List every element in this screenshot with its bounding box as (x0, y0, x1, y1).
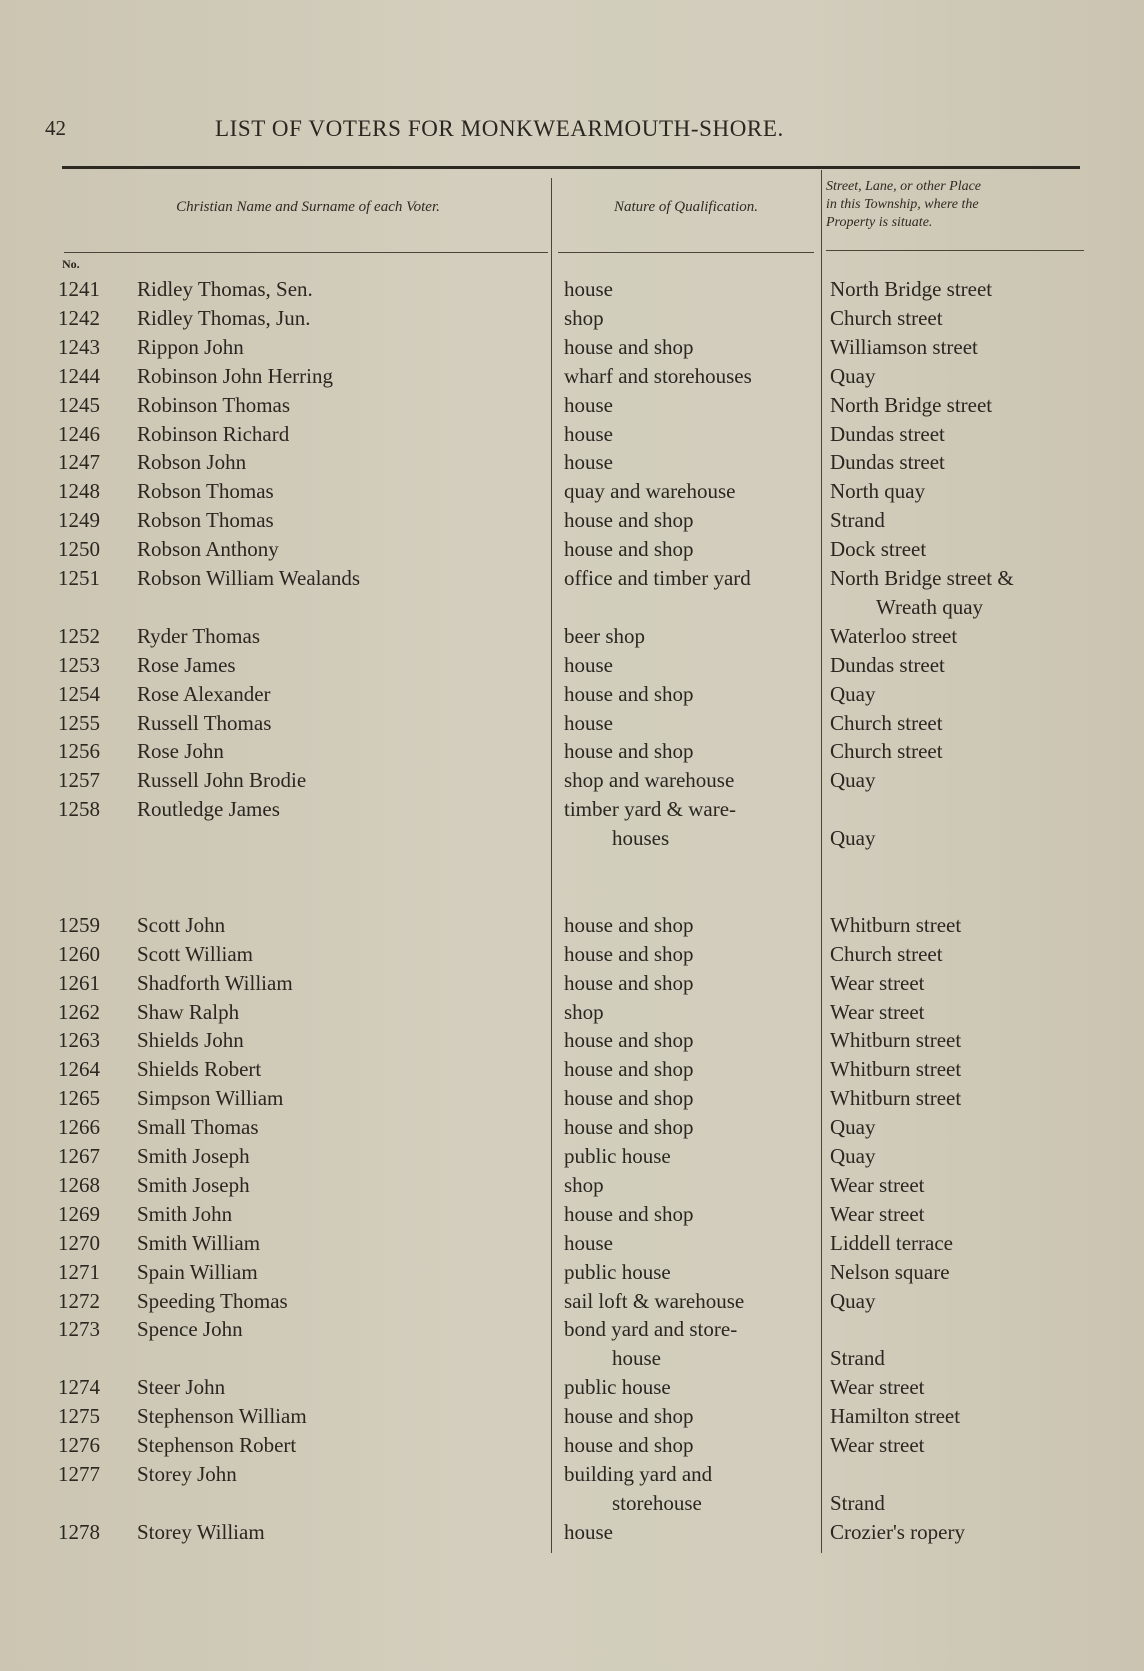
voter-place: North Bridge street & (830, 566, 1014, 590)
column-header-place-line: Street, Lane, or other Place (826, 179, 982, 194)
voter-number: 1275 (58, 1404, 100, 1429)
voter-qualification: bond yard and store- (564, 1317, 738, 1342)
voter-name: Smith John (137, 1201, 233, 1226)
voter-place: Nelson square (830, 1259, 950, 1284)
voter-name: Ridley Thomas, Sen. (137, 277, 313, 301)
voter-name: Robson William Wealands (137, 566, 361, 590)
voter-place: Dundas street (830, 652, 945, 677)
voter-number: 1254 (58, 681, 100, 706)
voter-number: 1252 (58, 623, 100, 648)
number-label: No. (62, 257, 80, 271)
voter-name: Shaw Ralph (137, 999, 240, 1024)
voter-place: Waterloo street (830, 623, 958, 648)
voter-qualification: house (564, 392, 613, 417)
voter-number: 1278 (58, 1519, 100, 1544)
voter-number: 1258 (58, 797, 100, 822)
voter-number: 1276 (58, 1433, 100, 1457)
voter-qualification: house and shop (564, 508, 694, 533)
voter-number: 1248 (58, 479, 100, 504)
voter-place: Wear street (830, 1375, 925, 1400)
voter-name: Robinson Thomas (137, 392, 291, 417)
voter-number: 1259 (58, 912, 100, 937)
voter-name: Russell John Brodie (137, 768, 307, 793)
voter-name: Shadforth William (137, 970, 293, 995)
voter-number: 1257 (58, 768, 100, 793)
voter-qualification: beer shop (564, 623, 646, 648)
voter-number: 1261 (58, 970, 100, 995)
voter-number: 1273 (58, 1317, 100, 1342)
voter-place: Whitburn street (830, 912, 962, 937)
voter-number: 1271 (58, 1259, 100, 1284)
voter-number: 1251 (58, 566, 100, 590)
voter-name: Robson John (137, 450, 247, 475)
voter-name: Rippon John (137, 334, 244, 359)
voter-name: Smith William (137, 1230, 261, 1255)
voter-name: Routledge James (137, 797, 280, 822)
voter-qualification: shop (564, 999, 604, 1024)
voter-place: Church street (830, 305, 943, 330)
column-header-name: Christian Name and Surname of each Voter. (176, 199, 440, 215)
voter-name: Robson Anthony (137, 537, 279, 562)
voter-name: Robinson John Herring (137, 363, 333, 388)
voter-number: 1267 (58, 1144, 100, 1168)
voter-name: Rose John (137, 739, 224, 764)
voter-number: 1268 (58, 1172, 100, 1197)
header-underline-qualification (558, 252, 814, 253)
voter-qualification: sail loft & warehouse (564, 1288, 745, 1313)
voter-name: Stephenson Robert (137, 1433, 297, 1457)
voter-name: Rose Alexander (137, 681, 271, 706)
voter-qualification: house (612, 1346, 661, 1371)
voter-number: 1256 (58, 739, 100, 764)
voter-place: Church street (830, 710, 943, 735)
voter-qualification: house (564, 450, 613, 475)
voter-number: 1264 (58, 1057, 100, 1082)
voter-name: Shields Robert (137, 1057, 262, 1082)
voter-qualification: timber yard & ware- (564, 797, 737, 822)
voter-name: Smith Joseph (137, 1172, 250, 1197)
column-header-place-line: in this Township, where the (826, 197, 979, 212)
voter-number: 1265 (58, 1086, 100, 1111)
voter-number: 1249 (58, 508, 100, 533)
voter-place: Wear street (830, 970, 925, 995)
voter-name: Spain William (137, 1259, 258, 1284)
voter-qualification: wharf and storehouses (564, 363, 752, 388)
voter-qualification: house and shop (564, 1086, 694, 1111)
voter-qualification: house and shop (564, 739, 694, 764)
voter-qualification: house and shop (564, 1201, 694, 1226)
voter-place: North Bridge street (830, 277, 993, 301)
voter-place: Dock street (830, 537, 927, 562)
voter-qualification: house and shop (564, 1433, 694, 1457)
voter-qualification: shop (564, 1172, 604, 1197)
voter-number: 1255 (58, 710, 100, 735)
voter-qualification: house (564, 652, 613, 677)
header-underline-place (826, 250, 1084, 251)
voter-place: Crozier's ropery (830, 1519, 965, 1544)
voter-place: Hamilton street (830, 1404, 961, 1429)
voter-place: Quay (830, 681, 876, 706)
voter-place: Liddell terrace (830, 1230, 954, 1255)
column-header-place (826, 178, 1086, 232)
voter-qualification: quay and warehouse (564, 479, 736, 504)
voter-qualification: building yard and (564, 1461, 713, 1486)
voter-qualification: house and shop (564, 1057, 694, 1082)
voter-number: 1253 (58, 652, 100, 677)
voter-name: Speeding Thomas (137, 1288, 288, 1313)
voter-place: North Bridge street (830, 392, 993, 417)
voter-qualification: house and shop (564, 970, 694, 995)
voter-qualification: house and shop (564, 912, 694, 937)
voter-qualification: shop (564, 305, 604, 330)
voter-place: Church street (830, 941, 943, 966)
voter-qualification: house and shop (564, 681, 694, 706)
voter-number: 1242 (58, 305, 100, 330)
voter-place: Dundas street (830, 421, 945, 446)
voter-qualification: house and shop (564, 537, 694, 562)
voter-number: 1241 (58, 277, 100, 301)
voter-place: Quay (830, 363, 876, 388)
voter-qualification: house (564, 421, 613, 446)
voter-number: 1250 (58, 537, 100, 562)
voter-number: 1246 (58, 421, 100, 446)
voter-name: Scott John (137, 912, 226, 937)
voter-place: Quay (830, 1288, 876, 1313)
voter-place: Strand (830, 1346, 885, 1371)
voter-name: Rose James (137, 652, 236, 677)
header-rule (62, 166, 1080, 169)
voter-name: Robson Thomas (137, 508, 274, 533)
voter-qualification: public house (564, 1375, 671, 1400)
voter-number: 1272 (58, 1288, 100, 1313)
voter-place: Quay (830, 826, 876, 851)
voter-number: 1270 (58, 1230, 100, 1255)
voter-number: 1260 (58, 941, 100, 966)
voter-place: Strand (830, 1490, 885, 1515)
header-underline-name (64, 252, 548, 253)
voter-qualification: public house (564, 1144, 671, 1168)
voter-name: Storey John (137, 1461, 237, 1486)
voter-number: 1247 (58, 450, 100, 475)
voter-name: Scott William (137, 941, 254, 966)
voter-qualification: office and timber yard (564, 566, 751, 590)
voter-qualification: house (564, 277, 613, 301)
column-divider-1 (551, 178, 552, 1553)
voter-name: Robinson Richard (137, 421, 290, 446)
voter-qualification: houses (612, 826, 670, 851)
voter-name: Ryder Thomas (137, 623, 261, 648)
voter-number: 1243 (58, 334, 100, 359)
voter-number: 1269 (58, 1201, 100, 1226)
voter-qualification: house and shop (564, 1028, 694, 1053)
voter-qualification: shop and warehouse (564, 768, 735, 793)
voter-name: Ridley Thomas, Jun. (137, 305, 311, 330)
voter-place: Wreath quay (876, 594, 984, 619)
voter-name: Small Thomas (137, 1115, 259, 1140)
voter-place: Wear street (830, 999, 925, 1024)
voter-place: North quay (830, 479, 926, 504)
voter-qualification: storehouse (612, 1490, 702, 1515)
voter-place: Whitburn street (830, 1086, 962, 1111)
voter-place: Dundas street (830, 450, 945, 475)
voter-place: Quay (830, 768, 876, 793)
voter-place: Church street (830, 739, 943, 764)
voter-place: Whitburn street (830, 1057, 962, 1082)
voter-qualification: public house (564, 1259, 671, 1284)
voter-name: Robson Thomas (137, 479, 274, 504)
voter-number: 1274 (58, 1375, 100, 1400)
voter-number: 1266 (58, 1115, 100, 1140)
voter-name: Stephenson William (137, 1404, 307, 1429)
page-title: LIST OF VOTERS FOR MONKWEARMOUTH-SHORE. (215, 116, 784, 141)
voter-number: 1263 (58, 1028, 100, 1053)
voter-number: 1277 (58, 1461, 100, 1486)
page-number: 42 (45, 116, 66, 140)
voter-number: 1244 (58, 363, 100, 388)
voter-place: Whitburn street (830, 1028, 962, 1053)
voter-name: Simpson William (137, 1086, 284, 1111)
voter-qualification: house (564, 710, 613, 735)
voter-qualification: house (564, 1230, 613, 1255)
voter-qualification: house and shop (564, 1115, 694, 1140)
voter-place: Strand (830, 508, 885, 533)
voter-name: Russell Thomas (137, 710, 272, 735)
voter-place: Quay (830, 1115, 876, 1140)
column-header-qualification: Nature of Qualification. (613, 199, 759, 215)
voter-name: Shields John (137, 1028, 244, 1053)
voter-place: Wear street (830, 1201, 925, 1226)
voter-qualification: house (564, 1519, 613, 1544)
voter-place: Williamson street (830, 334, 978, 359)
voter-place: Wear street (830, 1172, 925, 1197)
voter-name: Storey William (137, 1519, 265, 1544)
voter-name: Steer John (137, 1375, 226, 1400)
voter-number: 1262 (58, 999, 100, 1024)
column-divider-2 (821, 170, 822, 1553)
voter-qualification: house and shop (564, 334, 694, 359)
voter-qualification: house and shop (564, 941, 694, 966)
voter-name: Smith Joseph (137, 1144, 250, 1168)
column-header-place-line: Property is situate. (826, 215, 933, 230)
voter-place: Quay (830, 1144, 876, 1168)
voter-number: 1245 (58, 392, 100, 417)
voter-place: Wear street (830, 1433, 925, 1457)
voter-name: Spence John (137, 1317, 243, 1342)
voter-qualification: house and shop (564, 1404, 694, 1429)
